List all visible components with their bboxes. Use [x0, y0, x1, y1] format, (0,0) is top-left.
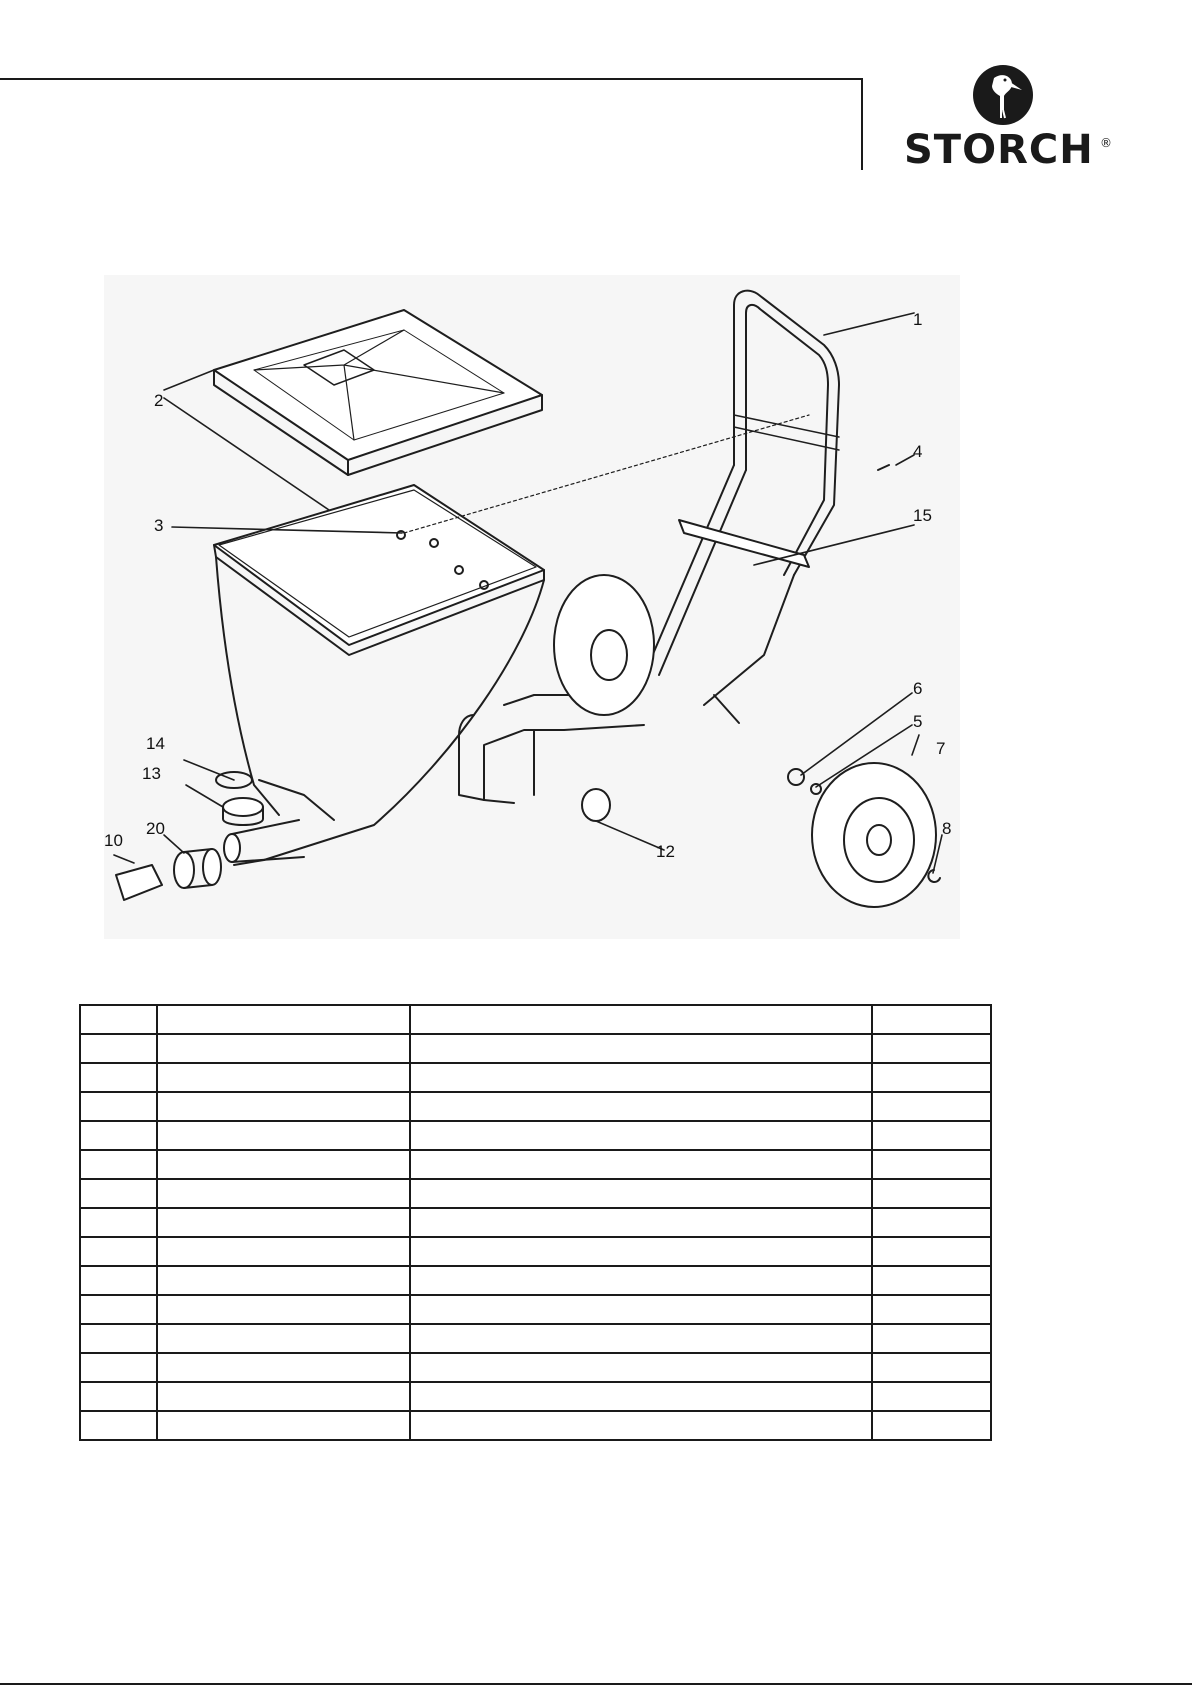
- table-row: [80, 1179, 991, 1208]
- table-cell: [872, 1324, 991, 1353]
- table-cell: [872, 1063, 991, 1092]
- table-cell: [410, 1353, 872, 1382]
- table-cell: [410, 1034, 872, 1063]
- table-cell: [157, 1063, 410, 1092]
- registered-mark: ®: [1100, 136, 1112, 150]
- table-cell: [80, 1353, 157, 1382]
- table-cell: [157, 1382, 410, 1411]
- table-cell: [410, 1179, 872, 1208]
- callout-label: 4: [913, 442, 923, 461]
- table-cell: [872, 1034, 991, 1063]
- table-cell: [872, 1208, 991, 1237]
- table-cell: [872, 1266, 991, 1295]
- table-cell: [80, 1411, 157, 1440]
- brand-name: STORCH: [904, 127, 1094, 173]
- table-cell: [80, 1208, 157, 1237]
- table-cell: [80, 1179, 157, 1208]
- callout-label: 2: [154, 391, 164, 410]
- table-cell: [80, 1034, 157, 1063]
- table-row: [80, 1121, 991, 1150]
- table-cell: [80, 1005, 157, 1034]
- table-row: [80, 1237, 991, 1266]
- table-row: [80, 1382, 991, 1411]
- table-cell: [872, 1092, 991, 1121]
- table-cell: [157, 1005, 410, 1034]
- table-cell: [872, 1382, 991, 1411]
- table-cell: [157, 1266, 410, 1295]
- table-cell: [872, 1411, 991, 1440]
- table-cell: [157, 1411, 410, 1440]
- ball-valve-icon: [582, 789, 610, 821]
- table-cell: [410, 1005, 872, 1034]
- table-row: [80, 1353, 991, 1382]
- callout-label: 1: [913, 310, 923, 329]
- table-cell: [872, 1295, 991, 1324]
- storch-logo: [900, 64, 1120, 174]
- table-cell: [410, 1092, 872, 1121]
- callout-label: 5: [913, 712, 923, 731]
- bolt-icon: [878, 465, 889, 470]
- table-cell: [410, 1295, 872, 1324]
- table-cell: [410, 1411, 872, 1440]
- table-cell: [410, 1208, 872, 1237]
- table-cell: [872, 1150, 991, 1179]
- table-cell: [157, 1179, 410, 1208]
- callout-label: 10: [104, 831, 123, 850]
- callout-label: 8: [942, 819, 952, 838]
- table-cell: [80, 1382, 157, 1411]
- table-row: [80, 1092, 991, 1121]
- table-cell: [157, 1034, 410, 1063]
- wheel-icon: [554, 575, 654, 715]
- table-row: [80, 1266, 991, 1295]
- table-cell: [80, 1266, 157, 1295]
- table-cell: [410, 1063, 872, 1092]
- callout-label: 13: [142, 764, 161, 783]
- table-row: [80, 1208, 991, 1237]
- table-cell: [872, 1237, 991, 1266]
- table-cell: [410, 1150, 872, 1179]
- table-cell: [80, 1121, 157, 1150]
- table-cell: [410, 1266, 872, 1295]
- table-row: [80, 1150, 991, 1179]
- table-row: [80, 1063, 991, 1092]
- table-cell: [157, 1208, 410, 1237]
- table-row: [80, 1034, 991, 1063]
- washer-icon: [788, 769, 804, 785]
- table-row: [80, 1411, 991, 1440]
- callout-label: 20: [146, 819, 165, 838]
- table-cell: [80, 1063, 157, 1092]
- wheel-icon: [812, 763, 936, 907]
- callout-label: 14: [146, 734, 165, 753]
- table-cell: [410, 1121, 872, 1150]
- table-row: [80, 1295, 991, 1324]
- callout-label: 6: [913, 679, 923, 698]
- callout-label: 3: [154, 516, 164, 535]
- table-cell: [80, 1237, 157, 1266]
- header-rule: [0, 78, 862, 80]
- exploded-parts-diagram: [104, 275, 960, 939]
- table-cell: [157, 1295, 410, 1324]
- table-cell: [80, 1295, 157, 1324]
- table-row: [80, 1324, 991, 1353]
- handle-frame-icon: [459, 291, 839, 803]
- table-cell: [157, 1121, 410, 1150]
- callout-label: 12: [656, 842, 675, 861]
- table-row: [80, 1005, 991, 1034]
- lid-icon: [214, 310, 542, 475]
- table-cell: [157, 1324, 410, 1353]
- table-cell: [157, 1092, 410, 1121]
- table-cell: [872, 1353, 991, 1382]
- callout-label: 15: [913, 506, 932, 525]
- callout-label: 7: [936, 739, 946, 758]
- table-cell: [872, 1005, 991, 1034]
- table-cell: [80, 1150, 157, 1179]
- stork-icon: [972, 64, 1034, 126]
- parts-list-table: [79, 1004, 992, 1441]
- table-cell: [157, 1150, 410, 1179]
- table-cell: [872, 1121, 991, 1150]
- table-cell: [410, 1382, 872, 1411]
- clip-icon: [928, 870, 940, 882]
- table-cell: [410, 1237, 872, 1266]
- table-cell: [157, 1353, 410, 1382]
- table-cell: [872, 1179, 991, 1208]
- cap-icon: [223, 798, 263, 816]
- coupling-icon: [174, 849, 221, 888]
- table-cell: [80, 1092, 157, 1121]
- header-divider: [861, 78, 863, 170]
- table-cell: [157, 1237, 410, 1266]
- table-cell: [410, 1324, 872, 1353]
- table-cell: [80, 1324, 157, 1353]
